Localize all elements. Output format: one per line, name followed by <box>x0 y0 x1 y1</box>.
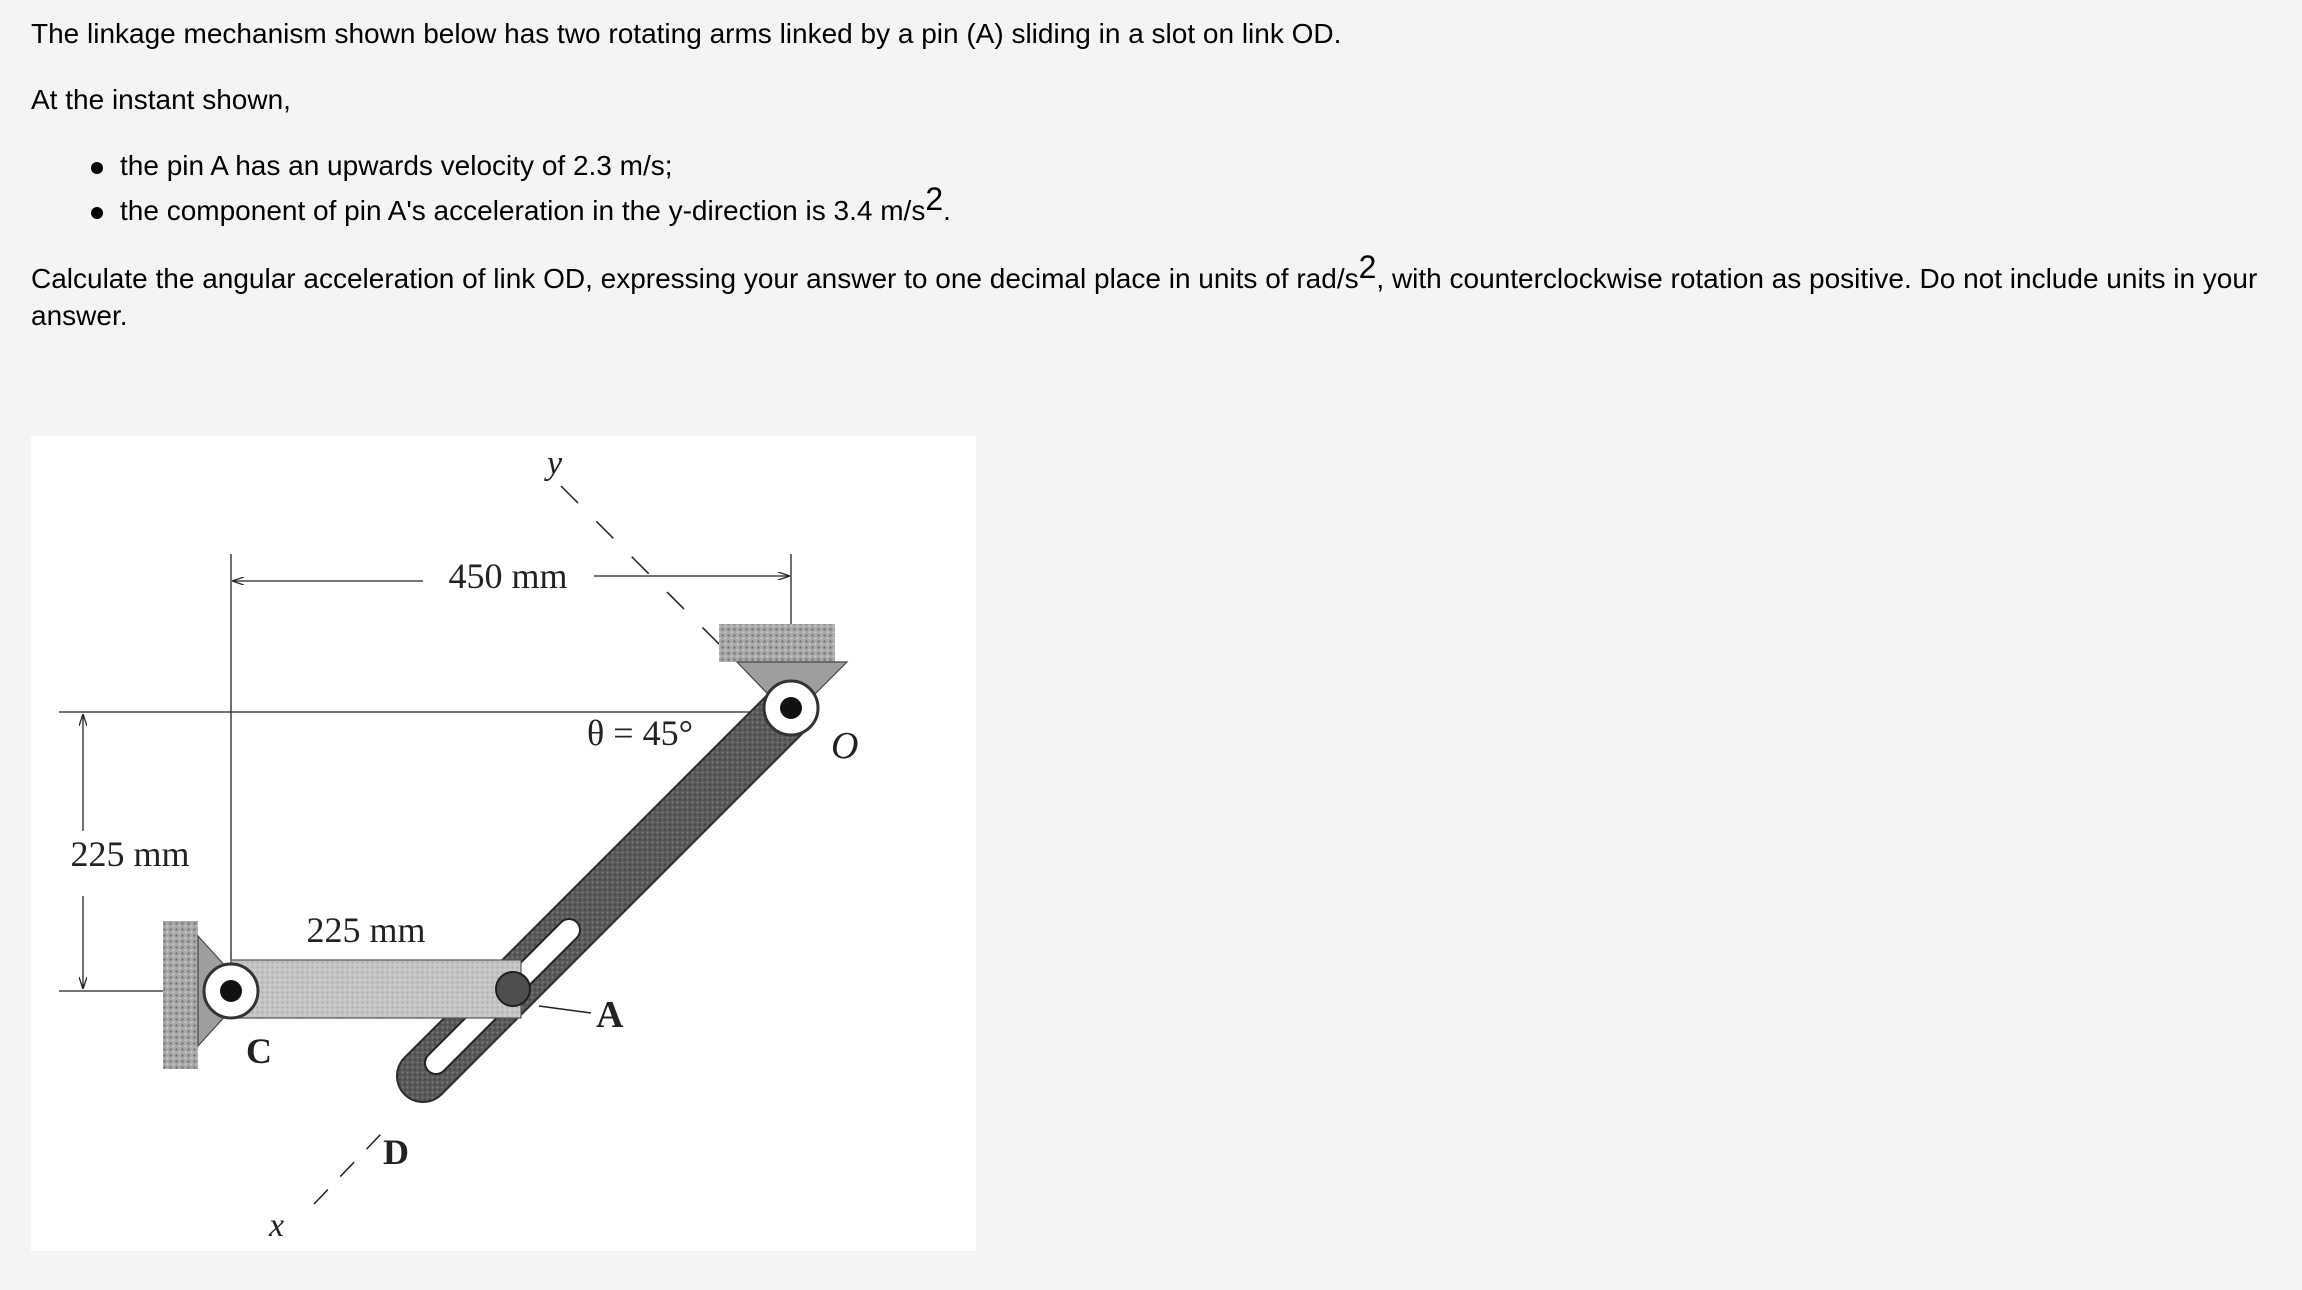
dimension-label-225-vertical: 225 mm <box>70 834 190 874</box>
problem-intro: The linkage mechanism shown below has two rotating arms linked by a pin (A) sliding in a slot on link OD. <box>31 18 1342 49</box>
question-part1: Calculate the angular acceleration of link OD, expressing your answer to one decimal place in units of rad/s <box>31 263 1359 294</box>
instant-text: At the instant shown, <box>31 84 291 115</box>
point-o-label: O <box>831 725 859 767</box>
pivot-c-center <box>220 980 242 1002</box>
linkage-diagram <box>31 436 976 1251</box>
point-c-label: C <box>246 1031 272 1071</box>
bullet-acceleration-text: the component of pin A's acceleration in the y-direction is 3.4 m/s <box>120 195 926 226</box>
y-axis-dashed <box>561 486 724 649</box>
x-axis-label: x <box>269 1207 285 1244</box>
dimension-label-450: 450 mm <box>448 556 568 596</box>
bullet-velocity-text: the pin A has an upwards velocity of 2.3 m/s; <box>120 150 673 181</box>
question-part2: , with counterclockwise rotation as positive. Do not include units in your answer. <box>31 263 2258 331</box>
x-axis-dashed <box>314 1134 381 1204</box>
given-conditions-list <box>120 143 951 233</box>
leader-line-a <box>539 1006 591 1013</box>
point-a-label: A <box>596 994 624 1036</box>
linkage-figure <box>31 436 976 1251</box>
bullet-velocity <box>120 143 951 188</box>
bullet-acceleration-exponent: 2 <box>925 181 944 217</box>
angle-label: θ = 45° <box>587 713 693 753</box>
bullet-acceleration-period: . <box>943 195 951 226</box>
link-ca <box>231 960 521 1018</box>
point-d-label: D <box>383 1132 409 1172</box>
dimension-label-225-link: 225 mm <box>306 910 426 950</box>
pivot-o-center <box>780 697 802 719</box>
question-text <box>31 249 2281 334</box>
bullet-acceleration <box>120 181 951 233</box>
question-exponent: 2 <box>1358 249 1377 285</box>
ground-support-o <box>719 624 835 662</box>
ground-support-c <box>163 921 198 1069</box>
pin-a <box>496 972 530 1006</box>
y-axis-label: y <box>547 445 563 482</box>
